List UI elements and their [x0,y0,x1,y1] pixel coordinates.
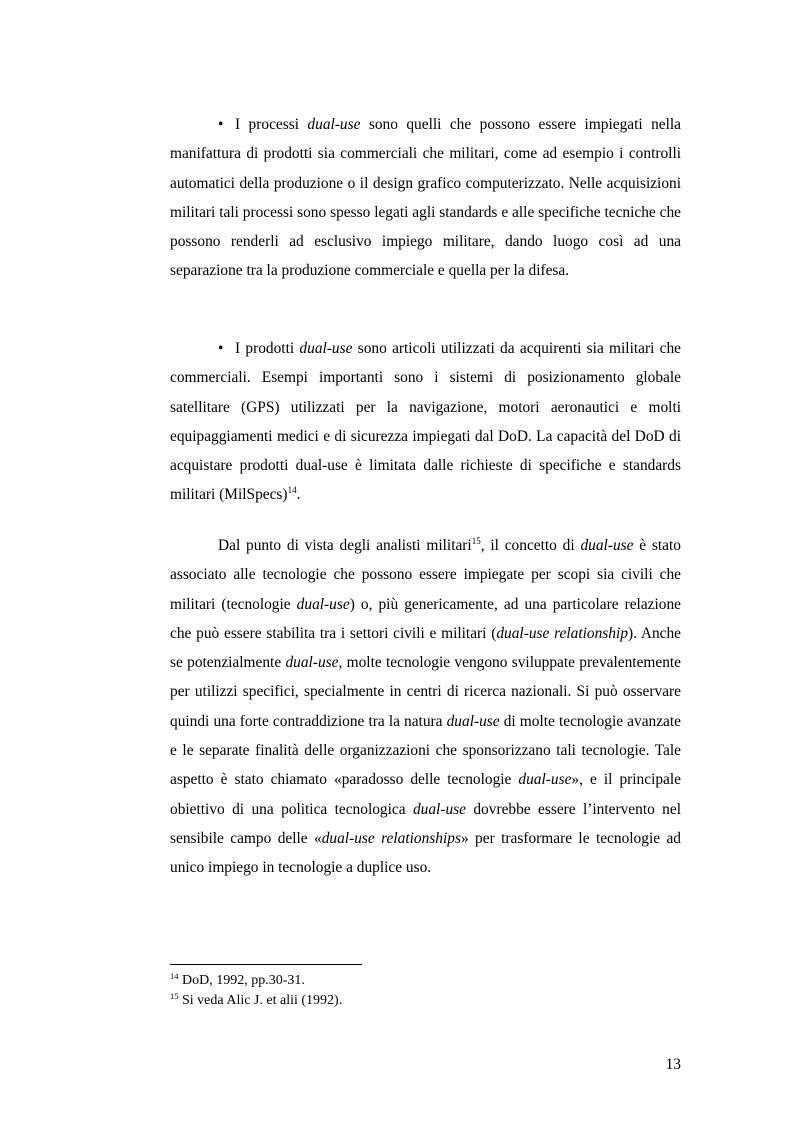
italic-term: dual-use relationship [496,624,628,642]
bullet-paragraph-processes: • I processi dual-use sono quelli che possono essere impiegati nella manifattura di prodotti sia commerciali che militari, come ad esempio i controlli automatici della produzione o il design grafico computerizzato. Nelle acquisizioni militari tali processi sono spesso legati agli standards e alle specifiche tecniche che possono renderli ad esclusivo impiego militare, dando luogo così ad una separazione tra la produzione commerciale e quella per la difesa. [170,110,681,286]
footnotes [170,971,681,1011]
bullet-icon: • [218,116,224,133]
italic-term: dual-use [285,654,339,672]
footnote-ref-14: 14 [287,485,297,496]
footnote-divider [170,964,362,965]
italic-term: dual-use [580,537,634,554]
bullet-icon: • [218,340,224,357]
italic-term: dual-use [412,800,466,818]
footnote-text: DoD, 1992, pp.30-31. [178,973,305,988]
footnote-number: 14 [170,971,179,981]
body-paragraph-military-analysts: Dal punto di vista degli analisti militari$^{15}$, il concetto di dual-use è stato associato alle tecnologie che possono essere impiegate per scopi sia civili che militari (tecnologie dual-use) o, più genericamente, ad una particolare relazione che può essere stabilita tra i settori civili e militari (dual-use relationship). Anche se potenzialmente dual-use, molte tecnologie vengono sviluppate prevalentemente per utilizzi specifici, specialmente in centri di ricerca nazionali. Si può osservare quindi una forte contraddizione tra la natura dual-use di molte tecnologie avanzate e le separate finalità delle organizzazioni che sponsorizzano tali tecnologie. Tale aspetto è stato chiamato «paradosso delle tecnologie dual-use», e il principale obiettivo di una politica tecnologica dual-use dovrebbe essere l’intervento nel sensibile campo delle «dual-use relationships» per trasformare le tecnologie ad unico impiego in tecnologie a duplice uso. [170,536,682,877]
italic-term: dual-use [299,340,353,357]
italic-term: dual-use relationships [321,829,461,847]
bullet-paragraph-products: • I prodotti dual-use sono articoli utilizzati da acquirenti sia militari che commerciali. Esempi importanti sono i sistemi di posizionamento globale satellitare (GPS) utilizzati per la navigazione, motori aeronautici e molti equipaggiamenti medici e di sicurezza impiegati dal DoD. La capacità del DoD di acquistare prodotti dual-use è limitata dalle richieste di specifiche e standards militari (MilSpecs)$^{14}$. [170,334,681,510]
italic-term: dual-use [518,771,572,789]
italic-term: dual-use [296,595,350,613]
footnote-ref-15: 15 [471,536,481,546]
italic-term: dual-use [446,712,500,730]
footnote-15 [170,991,681,1011]
footnote-text: Si veda Alic J. et alii (1992). [178,993,343,1008]
italic-term: dual-use [307,116,361,133]
page-number: 13 [665,1056,681,1073]
footnote-14 [170,971,681,991]
footnote-number: 15 [170,991,179,1001]
